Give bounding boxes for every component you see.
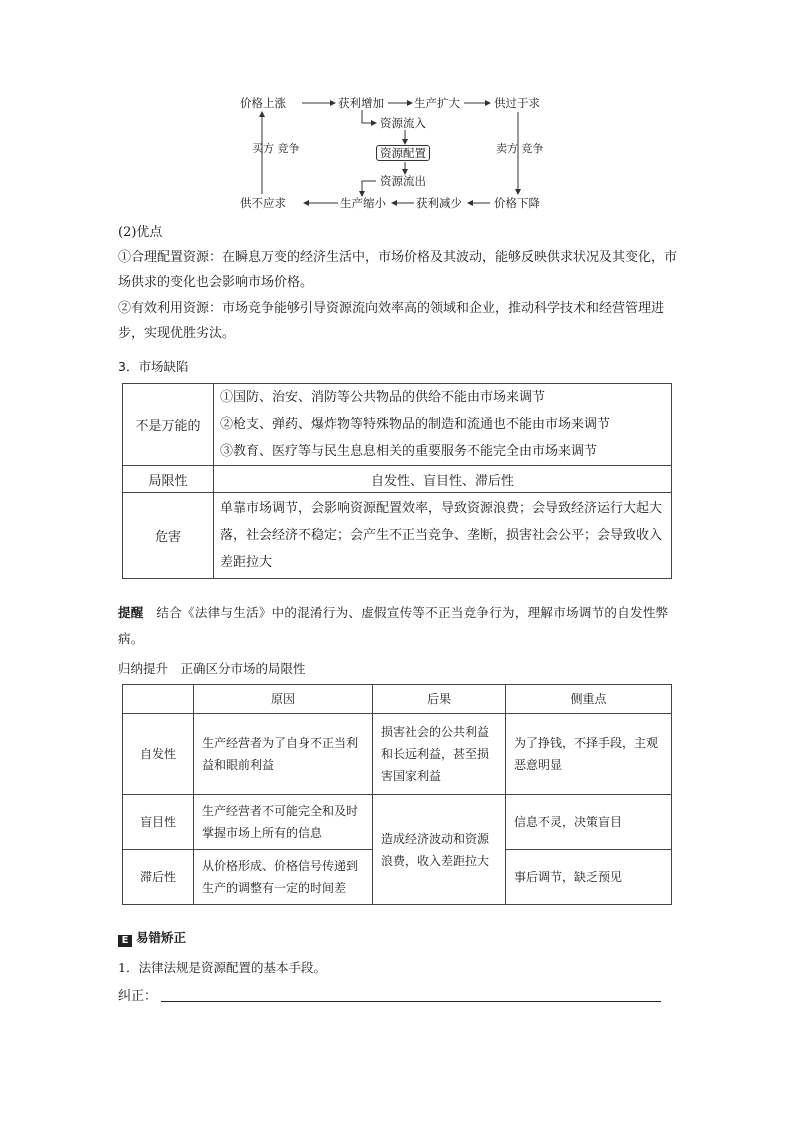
list-item: ②枪支、弹药、爆炸物等特殊物品的制造和流通也不能由市场来调节 — [220, 417, 611, 432]
summary-heading: 归纳提升 正确区分市场的局限性 — [118, 661, 306, 676]
table-row — [123, 384, 672, 466]
row-label-not-omnipotent: 不是万能的 — [123, 384, 214, 466]
node-prod-expand: 生产扩大 — [414, 96, 460, 110]
answer-blank-line[interactable] — [161, 987, 661, 1002]
advantages-heading: (2)优点 — [118, 225, 163, 240]
table-row — [123, 493, 672, 579]
node-price-up: 价格上涨 — [240, 96, 286, 110]
header-focus: 侧重点 — [506, 685, 672, 714]
row-name: 滞后性 — [123, 850, 194, 905]
limitations-table — [122, 684, 672, 905]
node-resource-out: 资源流出 — [380, 174, 426, 188]
arrow-profit-to-resin — [362, 110, 376, 123]
node-supply-exceed: 供过于求 — [494, 96, 540, 110]
row-focus: 事后调节，缺乏预见 — [506, 850, 672, 905]
row-name: 自发性 — [123, 714, 194, 795]
table-row — [123, 466, 672, 493]
row-reason: 生产经营者为了自身不正当利益和眼前利益 — [194, 714, 373, 795]
correction-answer-line — [118, 984, 718, 1009]
row-result: 损害社会的公共利益和长远利益，甚至损害国家利益 — [373, 714, 506, 795]
row-value-not-omnipotent — [214, 384, 672, 466]
market-mechanism-diagram — [240, 92, 560, 217]
node-prod-shrink: 生产缩小 — [340, 196, 386, 210]
header-blank — [123, 685, 194, 714]
tip-text: 结合《法律与生活》中的混淆行为、虚假宣传等不正当竞争行为，理解市场调节的自发性弊病。 — [118, 605, 669, 646]
table-header-row — [123, 685, 672, 714]
node-profit-down: 获利减少 — [416, 196, 462, 210]
node-demand-exceed: 供不应求 — [240, 196, 286, 210]
row-name: 盲目性 — [123, 795, 194, 850]
row-value-limitation: 自发性、盲目性、滞后性 — [214, 466, 672, 493]
row-label-harm: 危害 — [123, 493, 214, 579]
correction-heading — [118, 925, 678, 950]
correction-label: 纠正： — [118, 989, 158, 1004]
advantage-1: ①合理配置资源：在瞬息万变的经济生活中，市场价格及其波动，能够反映供求状况及其变化，市场供求的变化也会影响市场价格。 — [118, 250, 678, 290]
header-result: 后果 — [373, 685, 506, 714]
row-reason: 从价格形成、价格信号传递到生产的调整有一定的时间差 — [194, 850, 373, 905]
node-price-down: 价格下降 — [494, 196, 540, 210]
header-reason: 原因 — [194, 685, 373, 714]
label-seller-competition: 卖方 竞争 — [496, 142, 544, 155]
node-resource-in: 资源流入 — [380, 116, 426, 130]
row-reason: 生产经营者不可能完全和及时掌握市场上所有的信息 — [194, 795, 373, 850]
section-e-icon: E — [118, 935, 132, 947]
row-result: 造成经济波动和资源浪费，收入差距拉大 — [373, 795, 506, 905]
node-resource-allocation: 资源配置 — [376, 145, 430, 161]
tip-label: 提醒 — [118, 605, 144, 620]
correction-item-1: 1．法律法规是资源配置的基本手段。 — [118, 960, 326, 975]
table-row — [123, 795, 672, 850]
tip-paragraph — [118, 600, 678, 652]
label-buyer-competition: 买方 竞争 — [252, 142, 300, 155]
row-value-harm: 单靠市场调节，会影响资源配置效率，导致资源浪费；会导致经济运行大起大落，社会经济不稳定；会产生不正当竞争、垄断，损害社会公平；会导致收入差距拉大 — [214, 493, 672, 579]
node-profit-up: 获利增加 — [338, 96, 384, 110]
advantage-2: ②有效利用资源：市场竞争能够引导资源流向效率高的领域和企业，推动科学技术和经营管理进步，实现优胜劣汰。 — [118, 301, 665, 341]
list-item: ①国防、治安、消防等公共物品的供给不能由市场来调节 — [220, 390, 546, 405]
list-item: ③教育、医疗等与民生息息相关的重要服务不能完全由市场来调节 — [220, 444, 598, 459]
row-focus: 信息不灵，决策盲目 — [506, 795, 672, 850]
correction-title: 易错矫正 — [136, 930, 187, 945]
table-row — [123, 714, 672, 795]
market-defects-table — [122, 383, 672, 579]
arrow-resout-to-prodshrink — [362, 181, 376, 196]
row-focus: 为了挣钱，不择手段，主观恶意明显 — [506, 714, 672, 795]
row-label-limitation: 局限性 — [123, 466, 214, 493]
defects-heading: 3．市场缺陷 — [118, 359, 189, 374]
